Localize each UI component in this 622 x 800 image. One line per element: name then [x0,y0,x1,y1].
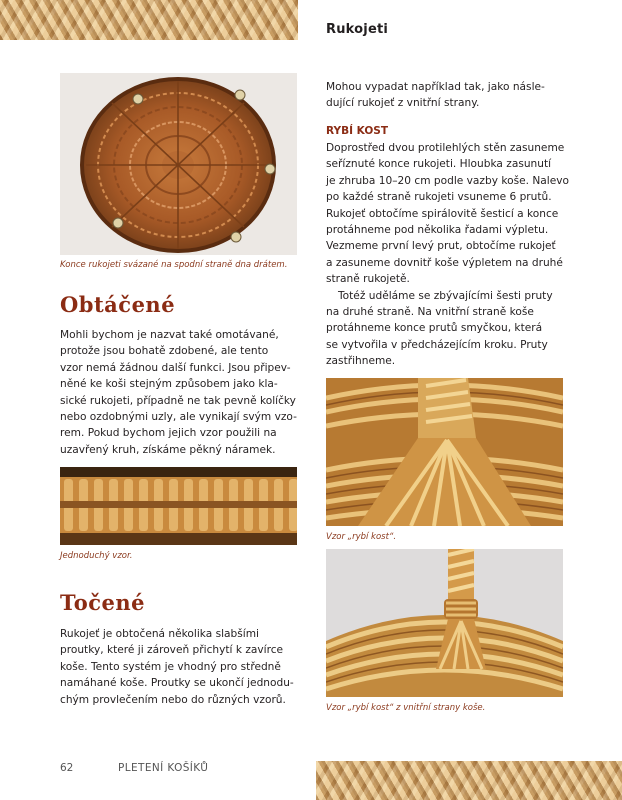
tocene-paragraph [60,626,294,708]
text-line: koše. Tento systém je vhodný pro středně [60,660,281,673]
caption-basket-bottom: Konce rukojeti svázané na spodní straně dna drátem. [60,260,288,270]
text-line: protáhneme konce prutů smyčkou, která [326,322,543,335]
text-line: něné ke koši stejným způsobem jako kla- [60,378,278,391]
decorative-weave-bottom [316,761,622,800]
text-line: je zhruba 10–20 cm podle vazby koše. Nalevo [326,174,569,187]
text-line: a zasuneme dovnitř koše výpletem na druhé [326,256,563,269]
rybi-kost-paragraph [326,140,569,370]
text-line: nebo ozdobnými uzly, ale vynikají svým vzo- [60,411,297,424]
photo-fishbone-inside [326,549,563,697]
text-line: vzor nemá žádnou další funkci. Jsou připev- [60,361,291,374]
text-line: zastřihneme. [326,355,396,368]
decorative-weave-top [0,0,298,40]
text-line: namáhané koše. Proutky se ukončí jednodu- [60,677,294,690]
text-line: proutky, které ji zároveň přichytí k zavírce [60,644,284,657]
text-line: Vezmeme první levý prut, obtočíme rukojeť [326,240,556,253]
text-line: po každé straně rukojeti vsuneme 6 prutů. [326,191,552,204]
text-line: Mohli bychom je nazvat také omotávané, [60,329,279,341]
text-line: Totéž uděláme se zbývajícími šesti pruty [338,289,553,302]
heading-tocene: Točené [60,590,146,615]
text-line: sické rukojeti, případně ne tak pevně kolíčky [60,394,296,407]
text-line: protože jsou bohatě zdobené, ale tento [60,345,269,358]
obtacene-paragraph [60,327,297,458]
photo-basket-bottom [60,73,297,255]
heading-rybi-kost: RYBÍ KOST [326,125,388,137]
text-line: uzavřený kruh, získáme pěkný náramek. [60,443,276,456]
text-line: protáhneme pod několika řadami výpletu. [326,224,549,237]
text-line: Doprostřed dvou protilehlých stěn zasuneme [326,142,565,154]
text-line: dující rukojeť z vnitřní strany. [326,97,480,110]
text-line: na druhé straně. Na vnitřní straně koše [326,306,534,319]
text-line: rem. Pokud bychom jejich vzor použili na [60,427,277,440]
caption-wrapped-handle: Jednoduchý vzor. [60,551,133,561]
text-line: Rukojeť je obtočená několika slabšími [60,628,259,640]
caption-fishbone-inside: Vzor „rybí kost“ z vnitřní strany koše. [326,703,486,713]
text-line: seříznuté konce rukojeti. Hloubka zasunutí [326,158,552,171]
intro-paragraph [326,79,545,112]
photo-fishbone-pattern [326,378,563,526]
text-line: straně rukojetě. [326,273,410,286]
text-line: Rukojeť obtočíme spirálovitě šesticí a konce [326,207,559,220]
text-line: se vytvořila v předcházejícím kroku. Pruty [326,338,548,351]
text-line: chým provlečením nebo do různých vzorů. [60,693,286,706]
heading-obtacene: Obtáčené [60,292,176,317]
text-line: Mohou vypadat například tak, jako násle- [326,81,545,93]
photo-wrapped-handle [60,467,297,545]
caption-fishbone-pattern: Vzor „rybí kost“. [326,532,397,542]
book-title: PLETENÍ KOŠÍKŮ [118,762,209,774]
page-number: 62 [60,762,74,774]
running-header: Rukojeti [326,22,389,37]
